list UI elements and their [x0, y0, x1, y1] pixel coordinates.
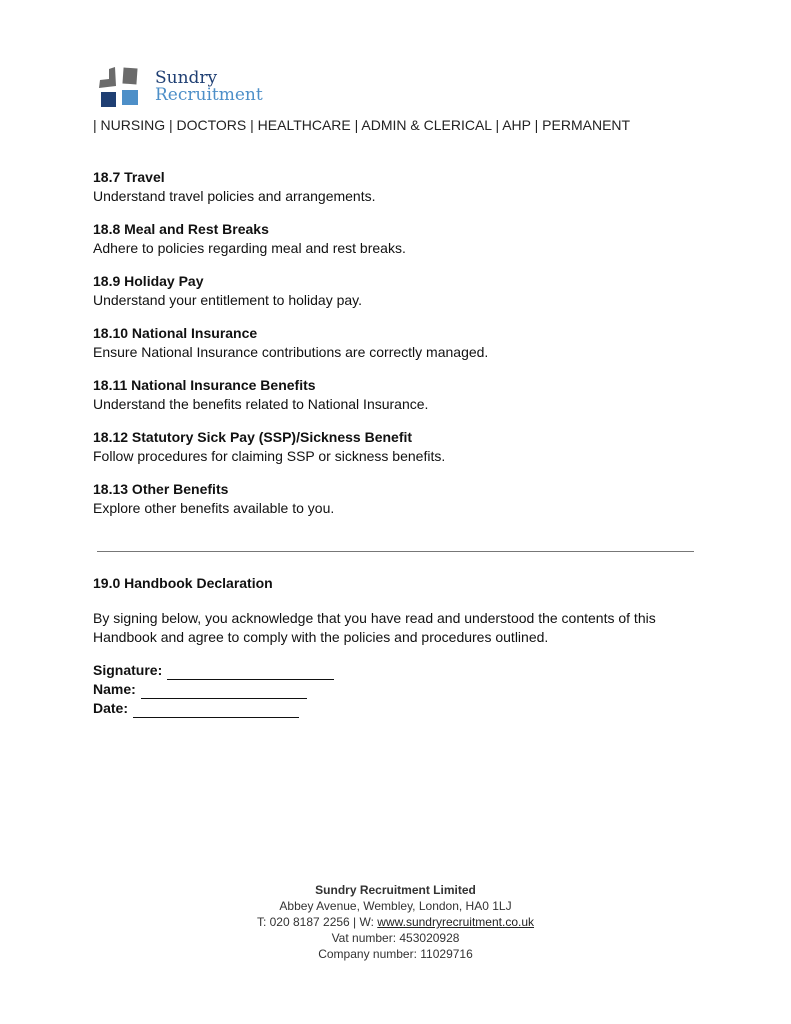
section-other-benefits	[93, 480, 713, 518]
name-line[interactable]	[141, 684, 307, 699]
section-title: 18.9 Holiday Pay	[93, 273, 204, 289]
footer-website-link[interactable]: www.sundryrecruitment.co.uk	[377, 915, 535, 929]
signature-line[interactable]	[167, 665, 334, 680]
section-body: Understand your entitlement to holiday pay.	[93, 292, 363, 308]
section-travel	[93, 168, 713, 206]
services-tagline: | NURSING | DOCTORS | HEALTHCARE | ADMIN & CLERICAL | AHP | PERMANENT	[93, 117, 631, 133]
section-body: Follow procedures for claiming SSP or sickness benefits.	[93, 448, 446, 464]
logo-line-1: Sundry	[155, 68, 218, 88]
section-meal-rest-breaks	[93, 220, 713, 258]
section-body: Understand the benefits related to National Insurance.	[93, 396, 429, 412]
section-ni-benefits	[93, 376, 713, 414]
section-title: 18.10 National Insurance	[93, 325, 258, 341]
footer-company-name: Sundry Recruitment Limited	[315, 883, 476, 897]
section-holiday-pay	[93, 272, 713, 310]
name-row	[93, 680, 713, 699]
page-footer	[0, 882, 791, 962]
logo-wordmark	[155, 70, 263, 104]
section-body: Explore other benefits available to you.	[93, 500, 335, 516]
section-national-insurance	[93, 324, 713, 362]
benefits-sections	[93, 168, 713, 532]
signature-label: Signature:	[93, 662, 163, 678]
section-title: 18.12 Statutory Sick Pay (SSP)/Sickness Benefit	[93, 429, 413, 445]
footer-contact	[0, 914, 791, 930]
section-title: 18.11 National Insurance Benefits	[93, 377, 316, 393]
section-sick-pay	[93, 428, 713, 466]
section-body: Adhere to policies regarding meal and rest breaks.	[93, 240, 406, 256]
handbook-declaration	[93, 574, 713, 718]
declaration-title: 19.0 Handbook Declaration	[93, 575, 273, 591]
section-title: 18.7 Travel	[93, 169, 165, 185]
company-logo	[97, 66, 267, 110]
footer-company-number: Company number: 11029716	[318, 947, 473, 961]
name-label: Name:	[93, 681, 136, 697]
horizontal-divider	[97, 551, 694, 552]
section-body: Ensure National Insurance contributions are correctly managed.	[93, 344, 489, 360]
footer-address: Abbey Avenue, Wembley, London, HA0 1LJ	[279, 899, 512, 913]
date-line[interactable]	[133, 703, 299, 718]
signature-row	[93, 661, 713, 680]
date-label: Date:	[93, 700, 129, 716]
footer-vat: Vat number: 453020928	[331, 931, 460, 945]
signature-block	[93, 661, 713, 718]
logo-line-2: Recruitment	[155, 85, 263, 105]
section-title: 18.8 Meal and Rest Breaks	[93, 221, 269, 237]
footer-phone: T: 020 8187 2256 | W:	[256, 915, 378, 929]
date-row	[93, 699, 713, 718]
section-body: Understand travel policies and arrangements.	[93, 188, 376, 204]
declaration-body: By signing below, you acknowledge that you have read and understood the contents of this Handbook and agree to comply with the policies and procedures outlined.	[93, 610, 656, 645]
logo-squares-icon	[97, 66, 141, 110]
section-title: 18.13 Other Benefits	[93, 481, 229, 497]
